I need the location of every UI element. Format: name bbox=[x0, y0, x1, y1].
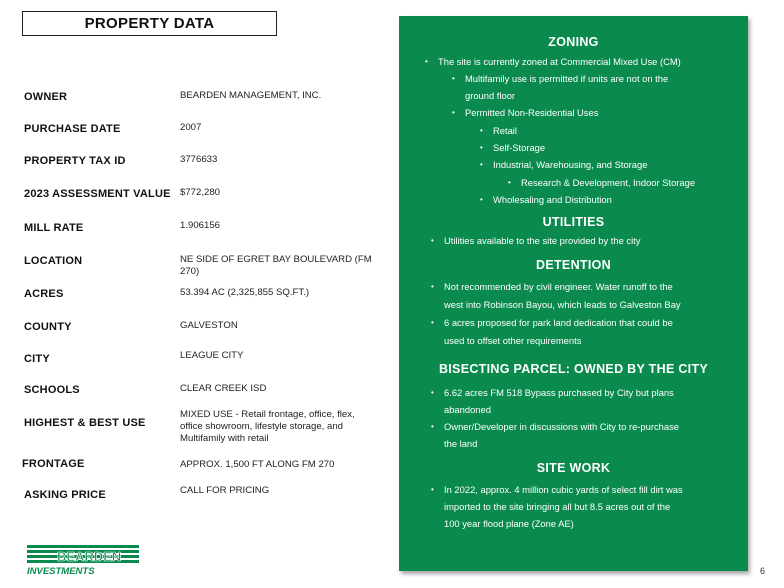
list-item: • Self-Storage bbox=[480, 142, 546, 153]
list-item: ground floor bbox=[465, 90, 516, 101]
value-property-tax-id: 3776633 bbox=[180, 154, 218, 165]
label-asking-price: ASKING PRICE bbox=[24, 489, 106, 501]
label-purchase-date: PURCHASE DATE bbox=[24, 123, 121, 135]
bearden-logo bbox=[27, 545, 167, 577]
list-item: • Research & Development, Indoor Storage bbox=[508, 177, 696, 188]
list-item: • Owner/Developer in discussions with City to re-purchase bbox=[431, 421, 679, 432]
label-property-tax-id: PROPERTY TAX ID bbox=[24, 155, 126, 167]
label-city: CITY bbox=[24, 353, 50, 365]
list-item: • Utilities available to the site provided by the city bbox=[431, 235, 641, 246]
list-item: • 6 acres proposed for park land dedication that could be bbox=[431, 317, 673, 328]
list-item: imported to the site bringing all but 8.5 acres out of the bbox=[444, 501, 671, 512]
value-highest-best-use: MIXED USE - Retail frontage, office, flex, office showroom, lifestyle storage, and Multifamily with retail bbox=[180, 409, 355, 444]
list-item: • The site is currently zoned at Commercial Mixed Use (CM) bbox=[425, 56, 681, 67]
page-title: PROPERTY DATA bbox=[22, 11, 277, 36]
label-county: COUNTY bbox=[24, 321, 72, 333]
label-assessment-value: 2023 ASSESSMENT VALUE bbox=[24, 188, 171, 200]
list-item: the land bbox=[444, 438, 478, 449]
list-item: 100 year flood plane (Zone AE) bbox=[444, 518, 574, 529]
label-mill-rate: MILL RATE bbox=[24, 222, 84, 234]
value-frontage: APPROX. 1,500 FT ALONG FM 270 bbox=[180, 459, 335, 470]
list-item: • Permitted Non-Residential Uses bbox=[452, 107, 599, 118]
list-item: • Retail bbox=[480, 125, 517, 136]
list-item: • Not recommended by civil engineer. Water runoff to the bbox=[431, 281, 673, 292]
list-item: • 6.62 acres FM 518 Bypass purchased by City but plans bbox=[431, 387, 674, 398]
bisecting-parcel-heading: BISECTING PARCEL: OWNED BY THE CITY bbox=[438, 362, 709, 376]
value-assessment-value: $772,280 bbox=[180, 187, 221, 198]
detention-heading: DETENTION bbox=[536, 258, 611, 272]
logo-subtext: INVESTMENTS bbox=[27, 566, 95, 577]
value-location: NE SIDE OF EGRET BAY BOULEVARD (FM 270) bbox=[180, 254, 372, 277]
value-mill-rate: 1.906156 bbox=[180, 220, 221, 231]
value-asking-price: CALL FOR PRICING bbox=[180, 485, 270, 496]
label-schools: SCHOOLS bbox=[24, 384, 80, 396]
value-county: GALVESTON bbox=[180, 320, 238, 331]
details-panel bbox=[399, 16, 748, 571]
label-acres: ACRES bbox=[24, 288, 64, 300]
value-city: LEAGUE CITY bbox=[180, 350, 244, 361]
utilities-heading: UTILITIES bbox=[542, 215, 605, 229]
list-item: • Multifamily use is permitted if units are not on the bbox=[452, 73, 669, 84]
list-item: • Industrial, Warehousing, and Storage bbox=[480, 159, 648, 170]
value-purchase-date: 2007 bbox=[180, 122, 202, 133]
list-item: abandoned bbox=[444, 404, 491, 415]
list-item: used to offset other requirements bbox=[444, 335, 582, 346]
list-item: west into Robinson Bayou, which leads to Galveston Bay bbox=[444, 299, 681, 310]
label-highest-best-use: HIGHEST & BEST USE bbox=[24, 417, 146, 429]
site-work-heading: SITE WORK bbox=[536, 461, 611, 475]
list-item: • Wholesaling and Distribution bbox=[480, 194, 612, 205]
label-owner: OWNER bbox=[24, 91, 68, 103]
zoning-heading: ZONING bbox=[548, 35, 599, 49]
label-location: LOCATION bbox=[24, 255, 83, 267]
logo-text: BEARDEN bbox=[57, 549, 122, 564]
value-acres: 53.394 AC (2,325,855 SQ.FT.) bbox=[180, 287, 310, 298]
label-frontage: FRONTAGE bbox=[22, 458, 85, 470]
value-schools: CLEAR CREEK ISD bbox=[180, 383, 267, 394]
page-number: 6 bbox=[760, 566, 766, 576]
value-owner: BEARDEN MANAGEMENT, INC. bbox=[180, 90, 322, 101]
list-item: • In 2022, approx. 4 million cubic yards of select fill dirt was bbox=[431, 484, 683, 495]
